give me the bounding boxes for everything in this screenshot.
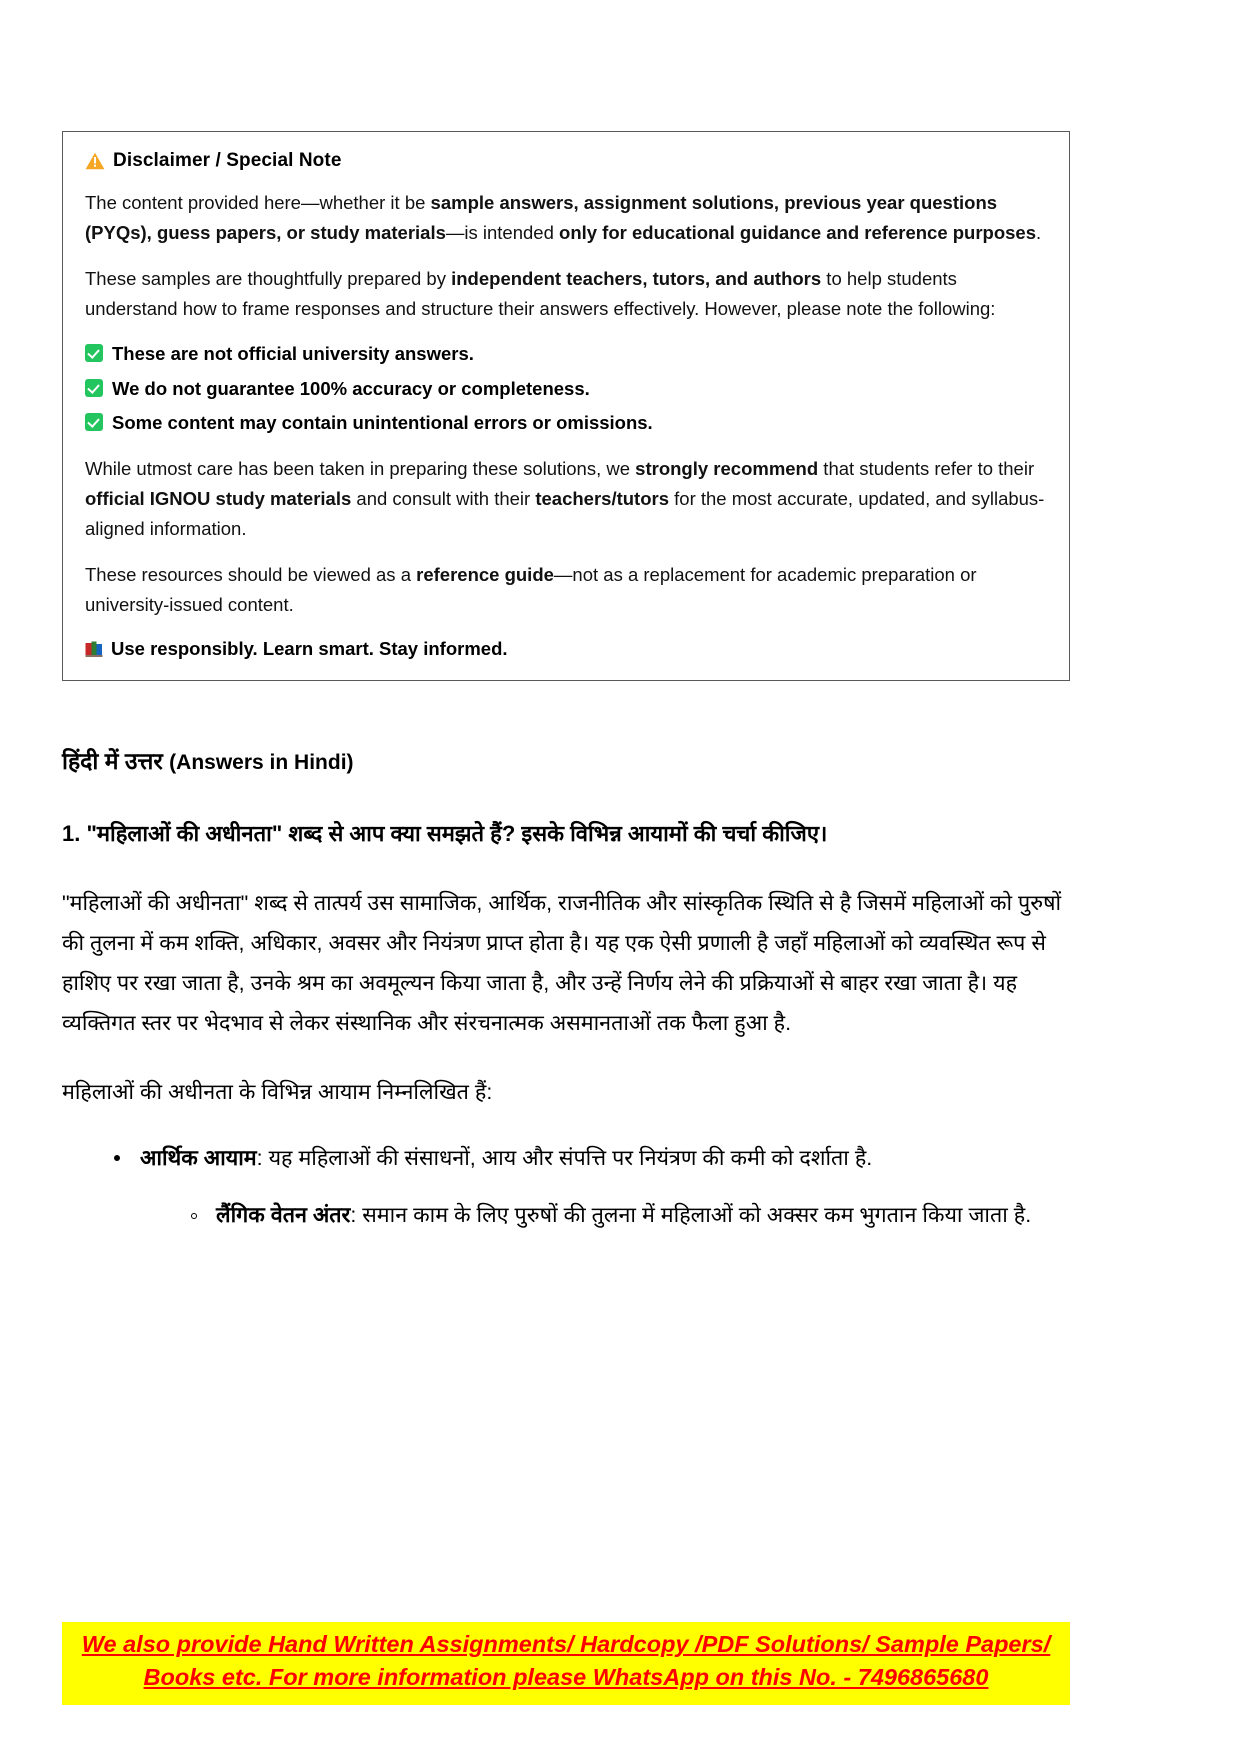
bullet-label: आर्थिक आयाम bbox=[140, 1146, 257, 1171]
list-item bbox=[85, 340, 1047, 369]
promo-footer-banner bbox=[62, 1622, 1070, 1705]
list-item bbox=[85, 409, 1047, 438]
dimensions-sublist bbox=[140, 1195, 1072, 1236]
books-icon bbox=[85, 640, 103, 658]
list-item bbox=[85, 375, 1047, 404]
green-check-icon bbox=[85, 413, 103, 431]
hindi-heading-devanagari: हिंदी में उत्तर bbox=[62, 748, 170, 774]
disclaimer-checklist bbox=[85, 340, 1047, 438]
list-item bbox=[188, 1195, 1072, 1236]
question-heading: 1. "महिलाओं की अधीनता" शब्द से आप क्या समझते हैं? इसके विभिन्न आयामों की चर्चा कीजिए। bbox=[62, 821, 828, 847]
bullet-text: : यह महिलाओं की संसाधनों, आय और संपत्ति पर नियंत्रण की कमी को दर्शाता है. bbox=[256, 1146, 873, 1171]
list-item bbox=[112, 1139, 1072, 1236]
answer-paragraph-1: "महिलाओं की अधीनता" शब्द से तात्पर्य उस सामाजिक, आर्थिक, राजनीतिक और सांस्कृतिक स्थिति से है जिसमें महिलाओं को पुरुषों की तुलना में कम शक्ति, अधिकार, अवसर और नियंत्रण प्राप्त होता है। यह एक ऐसी प्रणाली है जहाँ महिलाओं को व्यवस्थित रूप से हाशिए पर रखा जाता है, उनके श्रम का अवमूल्यन किया जाता है, और उन्हें निर्णय लेने की प्रक्रियाओं से बाहर रखा जाता है। यह व्यक्तिगत स्तर पर भेदभाव से लेकर संस्थानिक और संरचनात्मक असमानताओं तक फैला हुआ है. bbox=[62, 891, 1062, 1035]
disclaimer-paragraph-3: While utmost care has been taken in preparing these solutions, we strongly recommend that students refer to their official IGNOU study materials and consult with their teachers/tutors for the most accurate, updated, and syllabus-aligned information. bbox=[85, 457, 1045, 539]
disclaimer-footer-note-row bbox=[85, 638, 1047, 660]
promo-line-1: We also provide Hand Written Assignments/ Hardcopy /PDF Solutions/ Sample Papers/ bbox=[81, 1631, 1051, 1657]
disclaimer-box bbox=[62, 131, 1070, 681]
answer-paragraph-2: महिलाओं की अधीनता के विभिन्न आयाम निम्नलिखित हैं: bbox=[62, 1080, 493, 1105]
page-title bbox=[62, 745, 1072, 777]
checklist-label: Some content may contain unintentional errors or omissions. bbox=[112, 412, 653, 434]
disclaimer-title-row bbox=[85, 150, 1047, 172]
checklist-label: We do not guarantee 100% accuracy or completeness. bbox=[112, 377, 590, 399]
warning-triangle-icon bbox=[85, 152, 105, 170]
disclaimer-footer-note: Use responsibly. Learn smart. Stay informed. bbox=[111, 637, 508, 659]
sub-bullet-label: लैंगिक वेतन अंतर bbox=[216, 1202, 351, 1227]
checklist-label: These are not official university answers. bbox=[112, 342, 474, 364]
disclaimer-paragraph-1: The content provided here—whether it be sample answers, assignment solutions, previous year questions (PYQs), guess papers, or study materials—is intended only for educational guidance and reference purposes. bbox=[85, 192, 1042, 243]
dimensions-list bbox=[62, 1139, 1072, 1236]
green-check-icon bbox=[85, 379, 103, 397]
disclaimer-paragraph-2: These samples are thoughtfully prepared by independent teachers, tutors, and authors to help students understand how to frame responses and structure their answers effectively. However, please note the following: bbox=[85, 267, 996, 319]
green-check-icon bbox=[85, 344, 103, 362]
promo-line-2: Books etc. For more information please WhatsApp on this No. - 7496865680 bbox=[143, 1664, 989, 1691]
disclaimer-paragraph-4: These resources should be viewed as a reference guide—not as a replacement for academic preparation or university-issued content. bbox=[85, 563, 977, 615]
disclaimer-title-text: Disclaimer / Special Note bbox=[113, 150, 342, 171]
hindi-answers-section bbox=[62, 745, 1072, 1254]
sub-bullet-text: : समान काम के लिए पुरुषों की तुलना में महिलाओं को अक्सर कम भुगतान किया जाता है. bbox=[350, 1202, 1032, 1227]
hindi-heading-english: (Answers in Hindi) bbox=[169, 751, 354, 774]
